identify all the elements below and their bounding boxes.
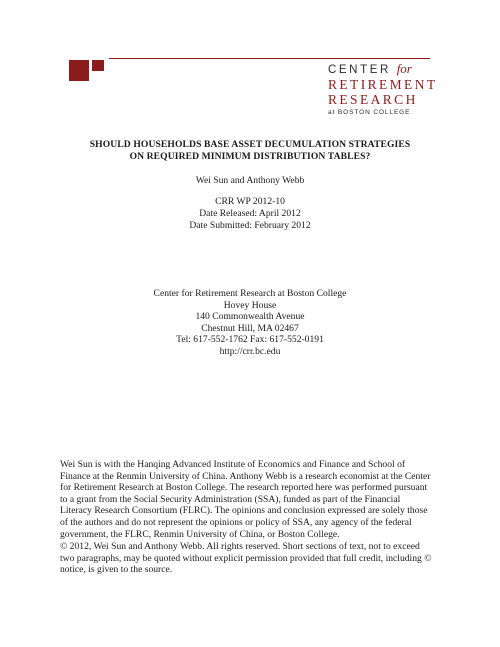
logo-line-research: RESEARCH	[328, 92, 418, 107]
date-submitted: Date Submitted: February 2012	[189, 219, 311, 231]
logo-line-boston-college: at BOSTON COLLEGE	[328, 109, 411, 116]
title-line-1: SHOULD HOUSEHOLDS BASE ASSET DECUMULATION STRATEGIES	[89, 139, 411, 150]
address-phone-fax: Tel: 617-552-1762 Fax: 617-552-0191	[176, 334, 324, 346]
paragraph-line: two paragraphs, may be quoted without explicit permission provided that full credit, including ©	[60, 552, 432, 564]
date-released: Date Released: April 2012	[199, 207, 301, 219]
address-city: Chestnut Hill, MA 02467	[201, 322, 299, 334]
logo-line-retirement: RETIREMENT	[328, 77, 438, 92]
paragraph-line: notice, is given to the source.	[60, 564, 173, 576]
paragraph-line: Finance at the Renmin University of China. Anthony Webb is a research economist at the Center	[60, 470, 431, 482]
wp-number: CRR WP 2012-10	[215, 196, 285, 207]
logo-for-word: for	[396, 61, 412, 76]
paragraph-line: government, the FLRC, Renmin University of China, or Boston College.	[60, 528, 340, 540]
copyright-paragraph	[60, 541, 450, 576]
paragraph-line: to a grant from the Social Security Administration (SSA), funded as part of the Financial	[60, 493, 401, 505]
paper-title	[0, 139, 500, 163]
paragraph-line: © 2012, Wei Sun and Anthony Webb. All rights reserved. Short sections of text, not to exceed	[60, 541, 420, 552]
paragraph-line: Literacy Research Consortium (FLRC). The opinions and conclusion expressed are solely those	[60, 505, 428, 517]
crr-logo	[328, 61, 438, 118]
address-block	[0, 288, 500, 358]
affiliations-paragraph	[60, 459, 450, 540]
logo-square-large	[69, 60, 89, 81]
logo-line-center	[328, 62, 428, 77]
logo-square-small	[92, 60, 104, 71]
address-building: Hovey House	[223, 299, 277, 311]
paragraph-line: for Retirement Research at Boston College. The research reported here was performed pursuant	[60, 482, 428, 494]
address-url[interactable]: http://crr.bc.edu	[219, 345, 281, 357]
logo-squares	[69, 60, 109, 82]
paragraph-line: Wei Sun is with the Hanqing Advanced Institute of Economics and Finance and School of	[60, 459, 406, 470]
logo-center-word: CENTER	[328, 64, 391, 76]
address-org: Center for Retirement Research at Boston College	[153, 288, 347, 299]
paper-meta	[0, 196, 500, 231]
header-rule	[109, 58, 430, 59]
title-line-2: ON REQUIRED MINIMUM DISTRIBUTION TABLES?	[129, 151, 371, 162]
authors: Wei Sun and Anthony Webb	[195, 175, 305, 186]
address-street: 140 Commonwealth Avenue	[195, 311, 305, 323]
paragraph-line: of the authors and do not represent the opinions or policy of SSA, any agency of the federal	[60, 516, 412, 528]
